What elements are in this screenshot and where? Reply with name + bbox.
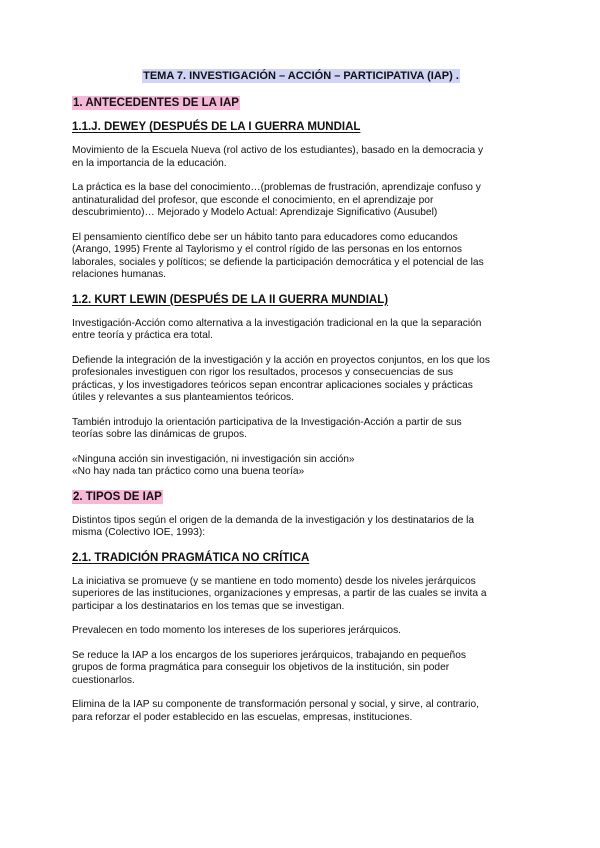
section-heading-antecedentes [72, 97, 530, 109]
subsection-heading-text: 1.2. KURT LEWIN (DESPUÉS DE LA II GUERRA MUNDIAL) [72, 293, 389, 306]
section-heading-tipos [72, 491, 530, 503]
subsection-heading-pragmatica [72, 552, 530, 564]
paragraph-tipos-1: Distintos tipos según el origen de la demanda de la investigación y los destinatarios de la misma (Colectivo IOE, 1993): [72, 514, 475, 538]
paragraph-pragmatica-2: Prevalecen en todo momento los intereses de los superiores jerárquicos. [72, 625, 402, 636]
paragraph-lewin-2: Defiende la integración de la investigación y la acción en proyectos conjuntos, en los que los profesionales investiguen con rigor los resultados, procesos y consecuencias de sus prácticas, y los investigadores teóricos sepan encontrar aplicaciones sociales y prácticas útiles y relevantes a sus planteamientos teóricos. [72, 354, 490, 403]
subsection-heading-dewey [72, 121, 530, 133]
paragraph-dewey-1: Movimiento de la Escuela Nueva (rol activo de los estudiantes), basado en la democracia y en la importancia de la educación. [72, 145, 484, 169]
subsection-heading-text: 2.1. TRADICIÓN PRAGMÁTICA NO CRÍTICA [72, 551, 310, 564]
paragraph-dewey-2: La práctica es la base del conocimiento…(problemas de frustración, aprendizaje confuso y antinaturalidad del profesor, que esconde el conocimiento, en el aprendizaje por descubrimiento)… Mejorado y Modelo Actual: Aprendizaje Significativo (Ausubel) [72, 182, 481, 218]
quote-lewin-1: «Ninguna acción sin investigación, ni investigación sin acción» [72, 453, 355, 465]
paragraph-pragmatica-1: La iniciativa se promueve (y se mantiene en todo momento) desde los niveles jerárquicos superiores de las instituciones, organizaciones y empresas, a partir de las cuales se invita a participar a los destinatarios en los temas que se investigan. [72, 575, 487, 612]
subsection-heading-text: 1.1.J. DEWEY (DESPUÉS DE LA I GUERRA MUNDIAL [72, 121, 361, 133]
paragraph-dewey-3: El pensamiento científico debe ser un hábito tanto para educadores como educandos (Arango, 1995) Frente al Taylorismo y el control rígido de las personas en los entornos laborales, sociales y políticos; se defiende la participación democrática y el potencial de las relaciones humanas. [72, 231, 484, 280]
document-title-text: TEMA 7. INVESTIGACIÓN – ACCIÓN – PARTICIPATIVA (IAP) . [143, 70, 459, 82]
subsection-heading-lewin [72, 294, 530, 306]
document-title [72, 70, 530, 82]
paragraph-pragmatica-3: Se reduce la IAP a los encargos de los superiores jerárquicos, trabajando en pequeños grupos de forma pragmática para conseguir los objetivos de la institución, sin poder cuestionarlos. [72, 649, 466, 686]
paragraph-lewin-3: También introdujo la orientación participativa de la Investigación-Acción a partir de sus teorías sobre las dinámicas de grupos. [72, 416, 462, 440]
section-heading-text: 1. ANTECEDENTES DE LA IAP [73, 97, 239, 109]
quote-lewin-2: «No hay nada tan práctico como una buena teoría» [72, 466, 305, 477]
paragraph-lewin-1: Investigación-Acción como alternativa a la investigación tradicional en la que la separación entre teoría y práctica era total. [72, 317, 482, 341]
section-heading-text: 2. TIPOS DE IAP [73, 490, 162, 503]
paragraph-pragmatica-4: Elimina de la IAP su componente de transformación personal y social, y sirve, al contrario, para reforzar el poder establecido en las escuelas, empresas, instituciones. [72, 699, 479, 723]
